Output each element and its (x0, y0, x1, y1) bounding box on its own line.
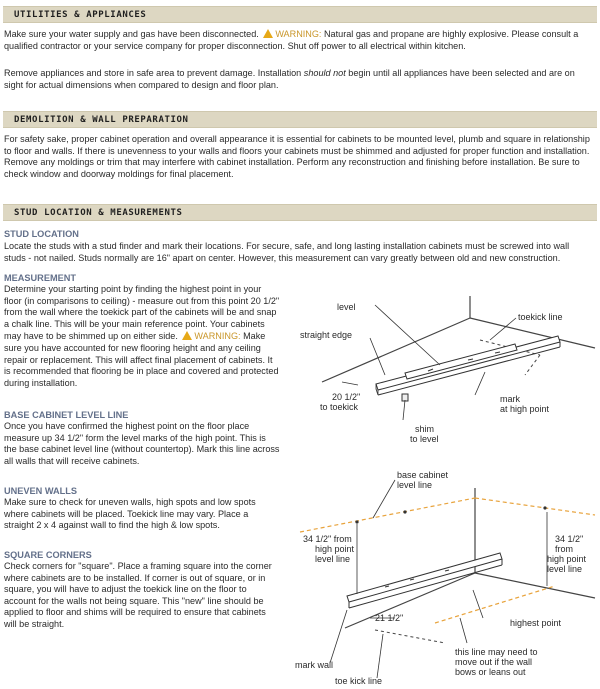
base-cabinet-heading: BASE CABINET LEVEL LINE (4, 410, 129, 420)
level-line-diagram (285, 468, 600, 689)
square-corners-paragraph: Check corners for "square". Place a framing square into the corner where cabinets are to be installed. If corner is out of square, or in square, you will have to adjust the toekick line on the floor to account for the walls not being square. This "new" line should be applied to floor and shims will be required to ensure that cabinets will be straight. (4, 561, 272, 629)
label-right-dim-3: high point (547, 554, 587, 564)
section-title: STUD LOCATION & MEASUREMENTS (14, 208, 183, 218)
label-to-level: to level (410, 434, 439, 444)
label-left-dim-2: high point (315, 544, 355, 554)
demolition-paragraph: For safety sake, proper cabinet operation and overall appearance it is essential for cabinets to be mounted level, plumb and square in relationship to floor and walls. If there is unevenness to your walls and floors your cabinets must be shimmed and adjusted for proper function and installation. Remove any moldings or trim that may interfere with cabinet installation. Perform any reconstruction and finishing before installation. Be sure to check window and doorway moldings for final placement. (4, 134, 590, 179)
label-to-toekick: to toekick (320, 402, 359, 412)
label-move-3: bows or leans out (455, 667, 526, 677)
warning-label: WARNING: (194, 331, 241, 342)
label-right-dim-2: from (555, 544, 573, 554)
section-bar-demolition (3, 111, 597, 128)
label-left-dim-1: 34 1/2" from (303, 534, 352, 544)
uneven-walls-paragraph: Make sure to check for uneven walls, high spots and low spots where cabinets will be placed. Toekick line may vary. Place a straight 2 x 4 against wall to find the high & low spots. (4, 497, 256, 531)
uneven-walls-heading: UNEVEN WALLS (4, 486, 77, 496)
base-level-line-right (475, 498, 595, 515)
base-cabinet-paragraph: Once you have confirmed the highest point on the floor place measure up 34 1/2" form the level marks of the high point. This is the base cabinet level line (without countertop). Mark this line across all walls that will receive cabinets. (4, 421, 280, 466)
label-highest-point: highest point (510, 618, 562, 628)
label-toe-kick-line: toe kick line (335, 676, 383, 686)
shim (402, 394, 408, 401)
section-bar-utilities (3, 6, 597, 23)
section-bar-stud (3, 204, 597, 221)
base-level-line-left (300, 498, 475, 532)
section-title: DEMOLITION & WALL PREPARATION (14, 115, 189, 125)
measurement-heading: MEASUREMENT (4, 273, 76, 283)
stud-location-heading: STUD LOCATION (4, 229, 79, 239)
label-right-dim-1: 34 1/2" (555, 534, 584, 544)
section-title: UTILITIES & APPLIANCES (14, 10, 147, 20)
label-right-dim-4: level line (547, 564, 583, 574)
warning-icon (263, 29, 273, 38)
warning-label: WARNING: (275, 29, 322, 39)
label-base-cabinet: base cabinet (397, 470, 449, 480)
label-left-dim-3: level line (315, 554, 351, 564)
label-move-1: this line may need to (455, 647, 538, 657)
utilities-paragraph-2: Remove appliances and store in safe area to prevent damage. Installation should not begin until all appliances have been selected and are on sight for actual dimensions when compared to design and floor plan. (4, 68, 575, 90)
label-move-2: move out if the wall (455, 657, 533, 667)
label-level-line: level line (397, 480, 433, 490)
label-dim-21: 21 1/2" (375, 613, 404, 623)
measurement-paragraph: Determine your starting point by finding the highest point in your floor (in comparisons to ceiling) - measure out from this point 20 1/2" from the wall where the toekick part of the cabinets will be and snap a chalk line. This will be your main reference point. Your cabinets may have to be shimmed up on either side. WARNING: Make sure you have accounted for new flooring height and any ceiling repair or replacement. This will affect final placement of cabinets. It is recommended that flooring be in place and covered and protected during installation. (4, 284, 280, 388)
level-tool (405, 344, 517, 379)
stud-location-paragraph: Locate the studs with a stud finder and mark their locations. For secure, safe, and long lasting installation cabinets must be screwed into wall studs - not nailed. Studs normally are 16" apart on center. However, this measurement can vary greatly between old and new construction. (4, 241, 570, 263)
label-level: level (337, 302, 356, 312)
square-corners-heading: SQUARE CORNERS (4, 550, 92, 560)
label-toekick-line: toekick line (518, 312, 563, 322)
warning-icon (182, 331, 192, 340)
label-shim: shim (415, 424, 435, 434)
wall-floor-line (322, 318, 470, 382)
label-at-high-point: at high point (500, 404, 550, 414)
label-straight-edge: straight edge (300, 330, 353, 340)
label-mark-wall: mark wall (295, 660, 334, 670)
label-mark: mark (500, 394, 520, 404)
toekick-diagram (290, 290, 600, 455)
label-dim-20: 20 1/2" (332, 392, 361, 402)
utilities-paragraph-1: Make sure your water supply and gas have been disconnected. WARNING: Natural gas and propane are highly explosive. Please consult a qualified contractor or your service company for proper disconnection. Shut off power to all electrical within kitchen. (4, 29, 579, 51)
